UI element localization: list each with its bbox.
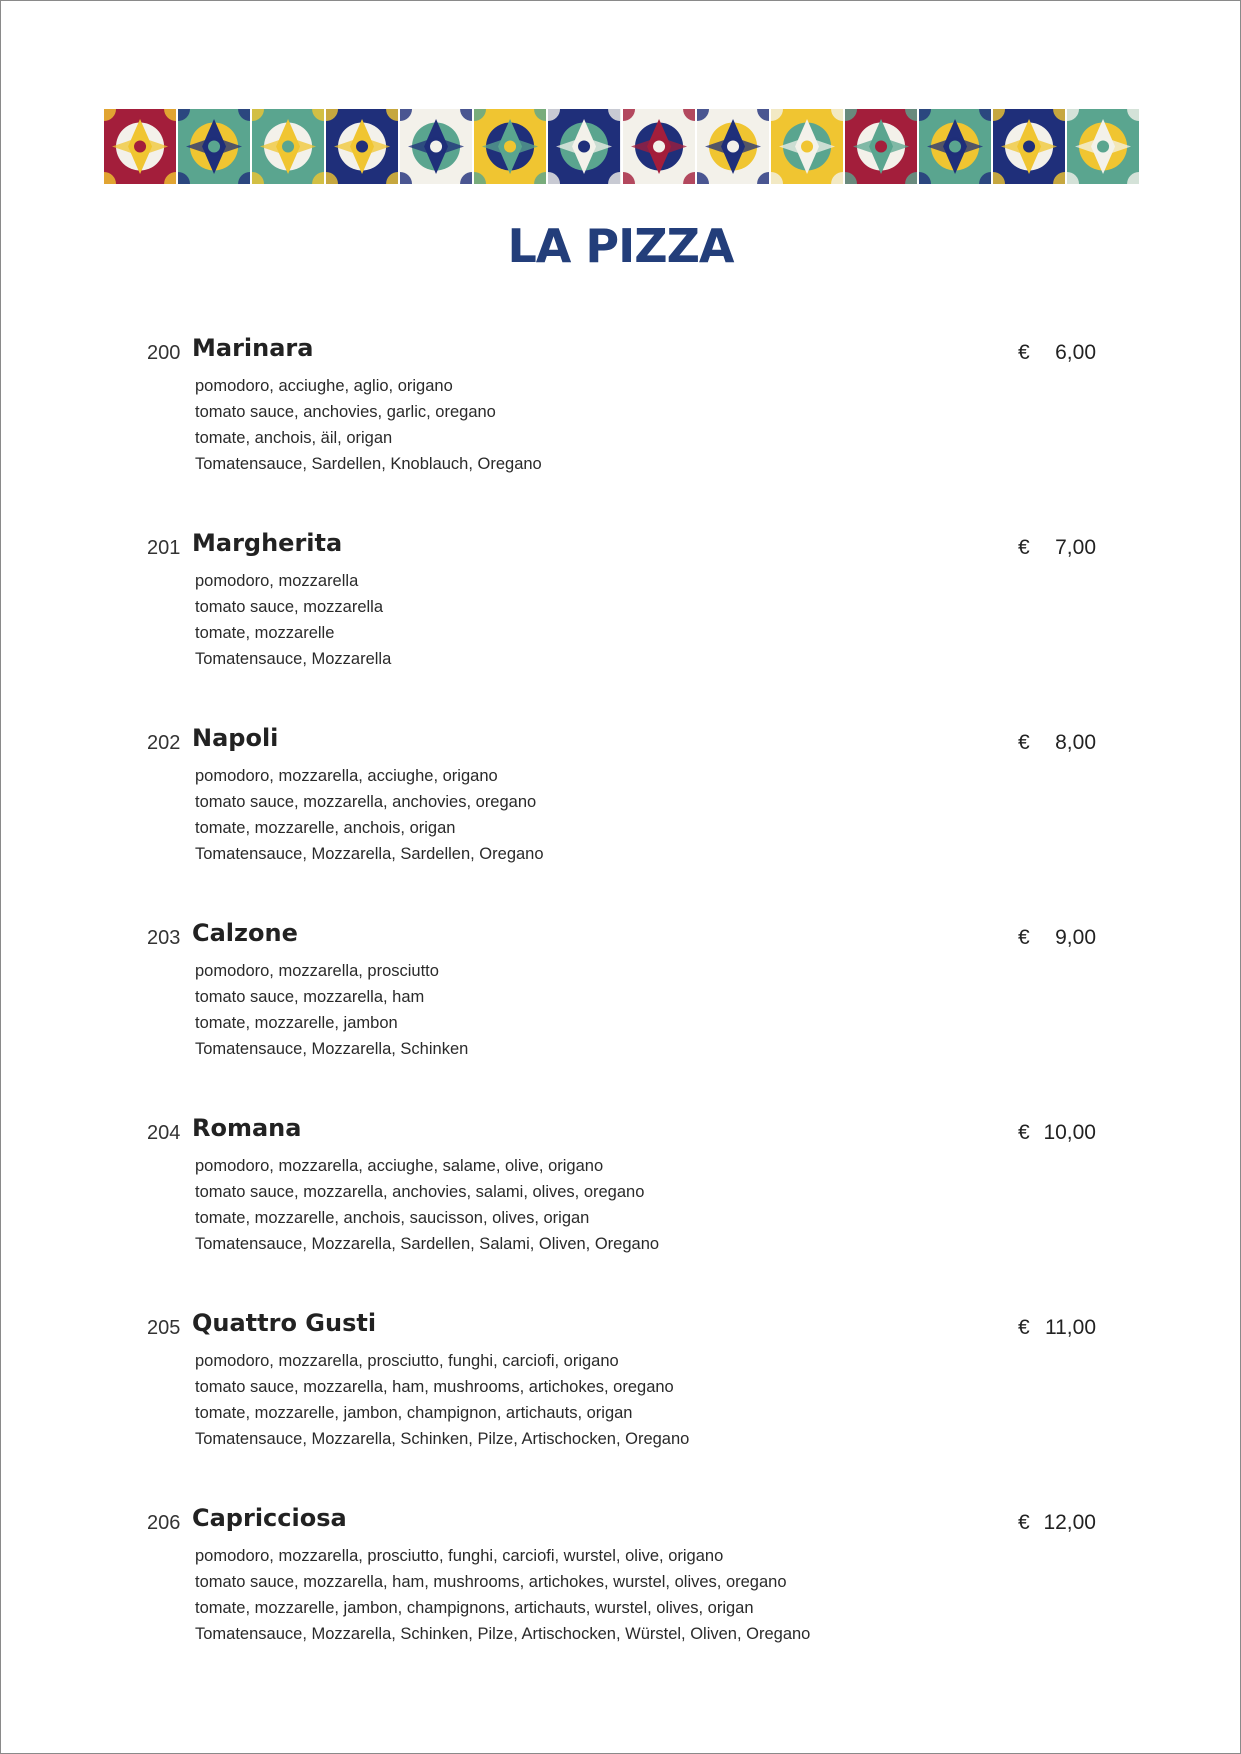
ingredients-list <box>195 1543 810 1647</box>
decorative-tile <box>326 109 398 184</box>
ingredients-line: pomodoro, acciughe, aglio, origano <box>195 377 453 395</box>
currency-symbol: € <box>1018 1121 1030 1144</box>
ingredients-line: pomodoro, mozzarella, prosciutto, funghi, carciofi, wurstel, olive, origano <box>195 1547 724 1565</box>
decorative-tile <box>919 109 991 184</box>
decorative-tile <box>178 109 250 184</box>
decorative-tile <box>1067 109 1139 184</box>
item-price: 8,00 <box>1055 731 1096 754</box>
item-name: Margherita <box>192 529 343 557</box>
item-price: 11,00 <box>1045 1316 1096 1339</box>
item-number: 206 <box>147 1512 181 1534</box>
ingredients-line: tomate, mozzarelle, anchois, origan <box>195 819 456 837</box>
item-price: 10,00 <box>1043 1121 1096 1144</box>
ingredients-line: pomodoro, mozzarella <box>195 572 359 590</box>
ingredients-line: Tomatensauce, Mozzarella <box>195 650 392 668</box>
ingredients-list <box>195 763 544 867</box>
currency-symbol: € <box>1018 341 1030 364</box>
ingredients-line: Tomatensauce, Mozzarella, Schinken, Pilze, Artischocken, Oregano <box>195 1430 690 1448</box>
ingredients-line: tomate, anchois, äil, origan <box>195 429 393 447</box>
currency-symbol: € <box>1018 1511 1030 1534</box>
item-number: 201 <box>147 537 181 559</box>
ingredients-list <box>195 1153 659 1257</box>
decorative-tile <box>104 109 176 184</box>
ingredients-line: tomato sauce, mozzarella <box>195 598 384 616</box>
ingredients-line: pomodoro, mozzarella, acciughe, salame, olive, origano <box>195 1157 604 1175</box>
page-title: LA PIZZA <box>507 219 734 273</box>
item-price: 6,00 <box>1055 341 1096 364</box>
ingredients-line: tomate, mozzarelle <box>195 624 335 642</box>
decorative-tile <box>845 109 917 184</box>
item-price: 9,00 <box>1055 926 1096 949</box>
ingredients-line: tomate, mozzarelle, jambon, champignon, artichauts, origan <box>195 1404 633 1422</box>
item-price: 12,00 <box>1043 1511 1096 1534</box>
decorative-tile <box>993 109 1065 184</box>
ingredients-line: tomato sauce, mozzarella, anchovies, salami, olives, oregano <box>195 1183 645 1201</box>
item-price: 7,00 <box>1055 536 1096 559</box>
item-name: Marinara <box>192 334 314 362</box>
decorative-tile <box>474 109 546 184</box>
currency-symbol: € <box>1018 1316 1030 1339</box>
ingredients-line: tomato sauce, anchovies, garlic, oregano <box>195 403 496 421</box>
item-number: 203 <box>147 927 181 949</box>
ingredients-line: tomate, mozzarelle, anchois, saucisson, olives, origan <box>195 1209 590 1227</box>
majolica-tile-banner <box>104 109 1139 184</box>
ingredients-line: tomato sauce, mozzarella, ham, mushrooms, artichokes, oregano <box>195 1378 674 1396</box>
item-number: 202 <box>147 732 181 754</box>
ingredients-line: Tomatensauce, Sardellen, Knoblauch, Oregano <box>195 455 542 473</box>
ingredients-line: Tomatensauce, Mozzarella, Sardellen, Oregano <box>195 845 544 863</box>
decorative-tile <box>771 109 843 184</box>
ingredients-line: tomate, mozzarelle, jambon <box>195 1014 398 1032</box>
item-name: Napoli <box>192 724 279 752</box>
ingredients-line: tomato sauce, mozzarella, ham, mushrooms, artichokes, wurstel, olives, oregano <box>195 1573 787 1591</box>
item-name: Calzone <box>192 919 298 947</box>
decorative-tile <box>548 109 620 184</box>
item-number: 205 <box>147 1317 181 1339</box>
ingredients-line: pomodoro, mozzarella, prosciutto <box>195 962 439 980</box>
currency-symbol: € <box>1018 926 1030 949</box>
ingredients-list <box>195 373 542 477</box>
decorative-tile <box>697 109 769 184</box>
ingredients-line: tomate, mozzarelle, jambon, champignons, artichauts, wurstel, olives, origan <box>195 1599 754 1617</box>
ingredients-line: tomato sauce, mozzarella, anchovies, oregano <box>195 793 537 811</box>
item-number: 200 <box>147 342 181 364</box>
item-name: Romana <box>192 1114 302 1142</box>
item-name: Quattro Gusti <box>192 1309 377 1337</box>
currency-symbol: € <box>1018 731 1030 754</box>
decorative-tile <box>252 109 324 184</box>
decorative-tile <box>400 109 472 184</box>
ingredients-line: pomodoro, mozzarella, acciughe, origano <box>195 767 498 785</box>
ingredients-list <box>195 1348 689 1452</box>
ingredients-line: Tomatensauce, Mozzarella, Sardellen, Salami, Oliven, Oregano <box>195 1235 660 1253</box>
item-number: 204 <box>147 1122 181 1144</box>
currency-symbol: € <box>1018 536 1030 559</box>
ingredients-list <box>195 568 391 672</box>
ingredients-line: tomato sauce, mozzarella, ham <box>195 988 425 1006</box>
item-name: Capricciosa <box>192 1504 347 1532</box>
ingredients-line: Tomatensauce, Mozzarella, Schinken, Pilze, Artischocken, Würstel, Oliven, Oregano <box>195 1625 811 1643</box>
decorative-tile <box>623 109 695 184</box>
ingredients-list <box>195 958 468 1062</box>
ingredients-line: Tomatensauce, Mozzarella, Schinken <box>195 1040 469 1058</box>
ingredients-line: pomodoro, mozzarella, prosciutto, funghi, carciofi, origano <box>195 1352 619 1370</box>
